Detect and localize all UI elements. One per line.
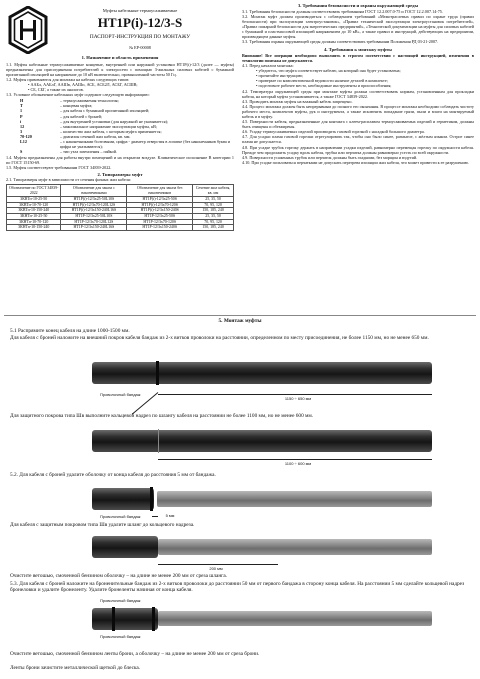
legend-key: 12 xyxy=(20,123,25,129)
legend-key: Р xyxy=(20,113,23,119)
table-header: Сечение жил кабеля, кв. мм xyxy=(193,185,234,197)
para-5-1: 5.1 Распрямите конец кабеля на длине 1000-1500 мм. xyxy=(10,328,130,334)
legend-item xyxy=(6,139,234,149)
product-model: НТ1Р(i)-12/3-S xyxy=(97,15,183,30)
para-4-1: 4.1. Перед началом монтажа: xyxy=(242,63,294,69)
table-cell: 3КНТп-10-70-120 xyxy=(7,219,61,225)
passport-title: ПАСПОРТ-ИНСТРУКЦИЯ ПО МОНТАЖУ xyxy=(89,34,191,40)
dimension-label: 5 мм xyxy=(165,513,175,518)
bandage-label: Проволочный бандаж xyxy=(100,392,141,397)
legend-key: 3 xyxy=(20,128,23,134)
bandage-label: Проволочный бандаж xyxy=(100,514,141,519)
bandage-label: Проволочный бандаж xyxy=(100,598,141,603)
section-4-heading: 4. Требования к монтажу муфты xyxy=(324,47,392,53)
figure-cable-bandage xyxy=(0,352,480,404)
table-cell: НТ1Р(i)-12/3х70-120L12S xyxy=(61,202,127,208)
legend-key: 1 xyxy=(20,108,23,114)
para-1-2: 1.2. Муфты применяются для монтажа на кабелях следующих типов: xyxy=(6,76,130,82)
table-cell: НТ1Р-12/3х70-120L12S xyxy=(61,219,127,225)
table-cell: НТ1Р-12/3х150-240S xyxy=(127,225,193,231)
legend-value: – с наконечниками болтовыми, цифра - диаметр отверстия в лопатке (без наконечников буква и цифра не указываются); xyxy=(60,139,231,150)
legend-value: – диапазон сечений жил кабеля, кв. мм. xyxy=(60,133,131,139)
table-cell: 3КНТп-10-25-50 xyxy=(7,214,61,220)
legend-item xyxy=(6,149,234,154)
para-1-2a: • ААБл, ААБлГ, ААШв, ААШп, АСБ, АСБ2Л, АСБГ, АСШВ; xyxy=(28,81,138,87)
para-4-2: 4.2. Температура окружающей среды при монтаже муфты должна соответствовать нормам, установленным для прокладки кабеля, на который муфта устанавливается, а также ГОСТ 34839-2022. xyxy=(242,88,474,99)
para-5-2c: Очистите ветошью, смоченной бензином оболочку – на длине не менее 200 мм от среза шланга. xyxy=(10,573,228,579)
legend-key: Т xyxy=(20,103,23,109)
legend-value: – концевая муфта; xyxy=(60,103,93,109)
table-row xyxy=(7,225,234,231)
legend-key: i xyxy=(20,118,22,124)
para-3-2: 3.2. Монтаж муфт должен производиться с соблюдением требований «Межотраслевых правил по охране труда (правил безопасности) при эксплуатации электроустановок», «Правил технической эксплуатации электроустановок потребителей», «Правил пожарной безопасности для энергетических предприятий», «Технической документации на муфты для силовых кабелей с бумажной и пластмассовой изоляцией напряжением до 10 кВ», а также правил и инструкций, действующих на предприятии, производящем данные муфты. xyxy=(242,13,474,40)
para-5-1c: Для защитного покрова типа Шв выполните кольцевой надрез по шлангу кабеля на расстоянии не более 1100 мм, но не менее 600 мм. xyxy=(10,413,314,419)
table-header: Обозначение для заказа без наконечников xyxy=(127,185,193,197)
para-3-1: 3.1. Требования безопасности должны соответствовать требованиям ГОСТ 12.2.007.0-75 и ГОСТ 12.2.007.14-75. xyxy=(242,8,443,14)
table-header: Обозначение для заказа с наконечниками xyxy=(61,185,127,197)
document-number: № ЕР-00008 xyxy=(129,45,151,50)
right-column xyxy=(242,3,474,165)
table-cell: НТ1Р-12/3х25-50L10S xyxy=(61,214,127,220)
para-4-3: 4.3. Проводить монтаж муфты на влажный кабель запрещено. xyxy=(242,98,353,104)
legend-value: – термоусаживаемая технология; xyxy=(60,98,119,104)
para-4-7: 4.7. Для усадки пламя газовой горелки отрегулировать так, чтобы оно было синее, размытое, с жёлтым языком. Острое синее пламя не допускается. xyxy=(242,134,474,145)
legend-value: – для кабеля с бумажной пропитанной изоляцией; xyxy=(60,108,150,114)
bullet-4-1d: • подготовьте рабочее место, необходимые инструменты и приспособления; xyxy=(256,83,392,89)
legend-key: L12 xyxy=(20,139,27,144)
table-cell: 25, 35, 50 xyxy=(193,197,234,203)
table-cell: НТ1Р-12/3х70-120S xyxy=(127,219,193,225)
dimension-label: 200 мм xyxy=(209,566,223,571)
brand-logo xyxy=(8,6,48,54)
legend-value: – максимальное напряжение эксплуатации муфты, кВ; xyxy=(60,123,158,129)
legend-key: Н xyxy=(20,98,24,104)
para-4-5: 4.5. Поверхности кабеля, предназначенные для контакта с клеем-расплавом термоусаживаемых изделий и герметиком, должны быть очищены и обезжирены. xyxy=(242,119,474,130)
table-cell: НТ1Р-12/3х25-50S xyxy=(127,214,193,220)
para-5-3c: Ленты брони зачистите металлической щеткой до блеска. xyxy=(10,665,141,671)
section-5-heading: 5. Монтаж муфты xyxy=(218,318,262,324)
bullet-4-1c: • проверьте по комплектовочной ведомости наличие деталей в комплекте; xyxy=(256,78,388,84)
table-cell: НТ1Р-12/3х150-240L16S xyxy=(61,225,127,231)
section-3-heading: 3. Требования безопасности и охраны окружающей среды xyxy=(297,3,419,8)
legend-value: – количество жил кабеля, с которым муфта применяется; xyxy=(60,128,162,134)
table-cell: 3КВТп-10-150-240 xyxy=(7,208,61,214)
wire-bandage xyxy=(156,361,159,385)
section-divider xyxy=(4,315,476,316)
para-5-3: 5.3. Для кабеля с броней наложите на броненительные бандаж из 2-х витков проволоки до расстоянии 50 мм от первого бандажа в сторону конца кабеля. На расстоянии 5 мм сделайте кольцевой надрез бронеловки и удалите бронеленту. Удалите бронеленты начиная от конца кабеля. xyxy=(10,581,465,594)
para-1-1: 1.1. Муфты кабельные термоусаживаемые концевые, внутренней или наружной установки НТ1Р(i)-12/3 (далее — муфты) предназначены для присоединения потребителей к электросети с помощью 3-жильных силовых кабелей с бумажной пропитанной изоляцией на напряжение до 10 кВ включительно, промышленной частоты 50 Гц. xyxy=(6,61,234,77)
table-cell: 150, 185, 240 xyxy=(193,208,234,214)
legend-value: – тип узла заземления – пайкой. xyxy=(60,149,118,155)
legend-value: – для кабелей с броней; xyxy=(60,113,103,119)
table-cell: 3КНТп-10-150-240 xyxy=(7,225,61,231)
legend-key: 70-120 xyxy=(20,133,32,139)
table-cell: НТ1Р(i)-12/3х25-50S xyxy=(127,197,193,203)
table-cell: 150, 185, 240 xyxy=(193,225,234,231)
table-cell: НТ1Р(i)-12/3х25-50L10S xyxy=(61,197,127,203)
designation-legend xyxy=(6,98,234,154)
table-cell: 3КВТп-10-70-120 xyxy=(7,202,61,208)
table-cell: 3КВТп-10-25-50 xyxy=(7,197,61,203)
bullet-4-1a: • убедитесь, что муфта соответствует кабелю, на который она будет установлена; xyxy=(256,68,401,74)
sizes-table xyxy=(6,184,234,231)
figure-sheath-removed xyxy=(0,480,480,520)
table-cell: 70, 95, 120 xyxy=(193,202,234,208)
table-cell: НТ1Р(i)-12/3х150-240L16S xyxy=(61,208,127,214)
para-4-8: 4.8. При усадке трубок горелку держать в направлении усадки изделий, равномерно перемещая горелку по окружности кабеля. Прежде чем продолжить усадку вдоль кабеля, трубка или перчатка должны равномерно усесть по всей окружности. xyxy=(242,144,474,155)
para-1-3: 1.3. Условное обозначение кабельных муфт содержит следующую информацию: xyxy=(6,92,150,98)
para-2-1: 2.1. Типоразмеры муфт в зависимости от сечения фазных жил кабеля: xyxy=(6,177,131,183)
para-5-2b: Для кабеля с защитным покровом типа Шв удалите шланг до кольцевого надреза. xyxy=(10,522,195,528)
para-4-9: 4.9. Поверхности усаженных трубок или перчаток должны быть гладкими, без морщин и вздутий. xyxy=(242,154,418,160)
figure-hose-removed xyxy=(0,530,480,570)
figure-armor-removed xyxy=(0,596,480,644)
para-5-2: 5.2. Для кабеля с броней удалите оболочку от конца кабеля до расстояния 5 мм от бандажа. xyxy=(10,472,216,478)
para-5-3b: Очистите ветошью, смоченной бензином ленты брони, а оболочку – на длине не менее 200 мм от среза брони. xyxy=(10,651,260,657)
left-column xyxy=(6,55,234,231)
bullet-4-1b: • прочитайте инструкцию; xyxy=(256,73,304,79)
ring-cut xyxy=(158,429,159,453)
para-1-2b: • СБ, СБГ, а также их аналогов. xyxy=(28,87,84,93)
table-cell: 25, 35, 50 xyxy=(193,214,234,220)
dimension-label: 1100 ÷ 600 мм xyxy=(284,461,312,466)
dimension-label: 1150 ÷ 650 мм xyxy=(284,396,312,401)
para-4-4: 4.4. Процесс монтажа должен быть непрерывным до полного его окончания. В процессе монтажа необходимо соблюдать чистоту рабочего места, комплектов муфты, рук и инструмента, а также исключить попадание грязи, пыли и влаги на монтируемый кабель и в муфту. xyxy=(242,103,474,119)
table-cell: 70, 95, 120 xyxy=(193,219,234,225)
table-header: Обозначение по ГОСТ 34839-2022 xyxy=(7,185,61,197)
para-5-1b: Для кабеля с броней наложите на внешний покров кабеля бандаж из 2-х витков проволоки на расстоянии, определенном по месту присоединения, не более 1150 мм, но не менее 650 мм. xyxy=(10,335,429,341)
warning-text: Внимание! Все операции необходимо выполнять в строгом соответствии с настоящей инструкцией, изменения в технологии монтажа не допускаются. xyxy=(242,52,474,63)
section-2-heading: 2. Типоразмеры муфт xyxy=(97,171,143,177)
bandage-label: Проволочный бандаж xyxy=(100,634,141,639)
table-cell: НТ1Р(i)-12/3х70-120S xyxy=(127,202,193,208)
para-4-10: 4.10. При усадке пользоваться перчатками не допускать перегрева изоляции жил кабеля, что может привести к ее разрушению. xyxy=(242,159,469,165)
para-4-6: 4.6. Усадку термоусаживаемых изделий производить газовой горелкой с насадкой большого диаметра. xyxy=(242,129,425,135)
legend-value: – для внутренней установки (для наружной не указывается); xyxy=(60,118,169,124)
legend-key: S xyxy=(20,149,23,155)
para-3-3: 3.3. Требования охраны окружающей среды должны соответствовать требованиям Положения РД 03-21-2007. xyxy=(242,39,439,45)
figure-cable-ring-cut xyxy=(0,420,480,468)
para-1-4: 1.4. Муфты предназначены для работы внутри помещений и на открытом воздухе. Климатическое исполнение В категории 1 по ГОСТ 15150-69. xyxy=(6,155,234,166)
table-cell: НТ1Р(i)-12/3х150-240S xyxy=(127,208,193,214)
para-1-5: 1.5. Муфты соответствуют требованиям ГОСТ 34839-2022. xyxy=(6,165,112,171)
section-1-heading: 1. Назначение и область применения xyxy=(81,55,159,60)
header-subtitle: Муфты кабельные термоусаживаемые xyxy=(102,8,178,13)
